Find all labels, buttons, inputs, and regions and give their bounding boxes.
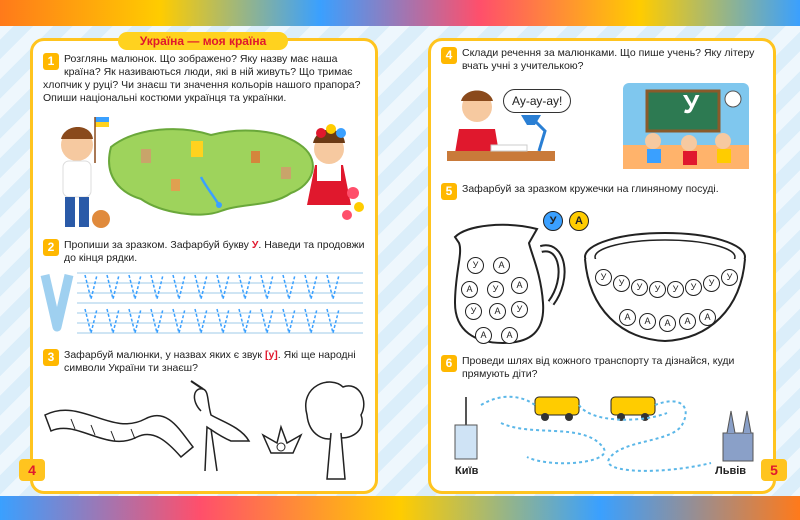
- task-2: [43, 239, 365, 265]
- pottery-circle[interactable]: А: [461, 281, 478, 298]
- page-title: Україна — моя країна: [118, 32, 288, 50]
- board-letter: У: [683, 89, 700, 119]
- task-text: Зафарбуй за зразком кружечки на глиняному посуді.: [462, 183, 719, 195]
- task-number: 3: [43, 349, 59, 366]
- pottery-circle[interactable]: У: [613, 275, 630, 292]
- speech-bubble: Ау-ау-ау!: [503, 89, 571, 113]
- pottery-circle[interactable]: У: [511, 301, 528, 318]
- pottery-circle[interactable]: У: [667, 281, 684, 298]
- pottery-circle[interactable]: А: [679, 313, 696, 330]
- task-5: [441, 183, 763, 200]
- pottery-circle[interactable]: У: [631, 279, 648, 296]
- pottery-circle[interactable]: У: [487, 281, 504, 298]
- task-text: [43, 239, 365, 265]
- pottery-circle[interactable]: А: [659, 315, 676, 332]
- task-number: 6: [441, 355, 457, 372]
- top-decor-band: [0, 0, 800, 26]
- task-text-part: Пропиши за зразком. Зафарбуй букву: [64, 239, 252, 251]
- highlight-letter: У: [251, 239, 259, 251]
- pottery-circle[interactable]: А: [475, 327, 492, 344]
- task-number: 4: [441, 47, 457, 64]
- task-text: Проведи шлях від кожного транспорту та дізнайся, куди прямують діти?: [462, 355, 735, 380]
- pottery-circle[interactable]: У: [649, 281, 666, 298]
- pottery-circle[interactable]: У: [465, 303, 482, 320]
- task-number: 5: [441, 183, 457, 200]
- pottery-circle[interactable]: У: [467, 257, 484, 274]
- task-text-part: . Які ще народні символи України ти знаєш?: [64, 349, 356, 374]
- highlight-sound: [у]: [264, 349, 278, 361]
- pottery-circle[interactable]: У: [595, 269, 612, 286]
- pottery-circle[interactable]: А: [489, 303, 506, 320]
- task-4: [441, 47, 763, 73]
- pottery-circle[interactable]: У: [703, 275, 720, 292]
- city-label-kyiv: Київ: [455, 465, 479, 477]
- task-text: Розглянь малюнок. Що зображено? Яку назву має наша країна? Як називаються люди, які в ній живуть? Що тримає хлопчик у руці? Чи знаєш ти значення кольорів нашого прапора? Опиши національні костюми українця та українки.: [43, 53, 361, 104]
- page-number: 4: [19, 459, 45, 481]
- left-page: [28, 34, 378, 494]
- bottom-decor-band: [0, 496, 800, 520]
- pottery-circle[interactable]: А: [699, 309, 716, 326]
- clay-bowl-outline: [581, 229, 751, 353]
- task-text-part: . Наведи та продовжи до кінця рядки.: [64, 239, 365, 264]
- task-text: Склади речення за малюнками. Що пише учень? Яку літеру вчать учні з учителькою?: [462, 47, 755, 72]
- pottery-circle[interactable]: А: [501, 327, 518, 344]
- folk-symbols-coloring: [41, 371, 367, 483]
- right-page: [428, 38, 776, 494]
- task-text-part: Зафарбуй малюнки, у назвах яких є звук: [64, 349, 265, 361]
- sample-circle-a: А: [569, 211, 589, 231]
- task-1: [43, 53, 365, 105]
- pottery-circle[interactable]: А: [639, 313, 656, 330]
- sample-circle-u: У: [543, 211, 563, 231]
- ukraine-map-illustration: [41, 107, 367, 231]
- pottery-circle[interactable]: А: [619, 309, 636, 326]
- city-label-lviv: Львів: [715, 465, 747, 477]
- pottery-circle[interactable]: А: [511, 277, 528, 294]
- page-number: 5: [761, 459, 787, 481]
- letter-writing-lines: [41, 269, 367, 343]
- pottery-circle[interactable]: У: [685, 279, 702, 296]
- pottery-circle[interactable]: У: [721, 269, 738, 286]
- task-6: [441, 355, 763, 381]
- task-number: 1: [43, 53, 59, 70]
- task-number: 2: [43, 239, 59, 256]
- pottery-circle[interactable]: А: [493, 257, 510, 274]
